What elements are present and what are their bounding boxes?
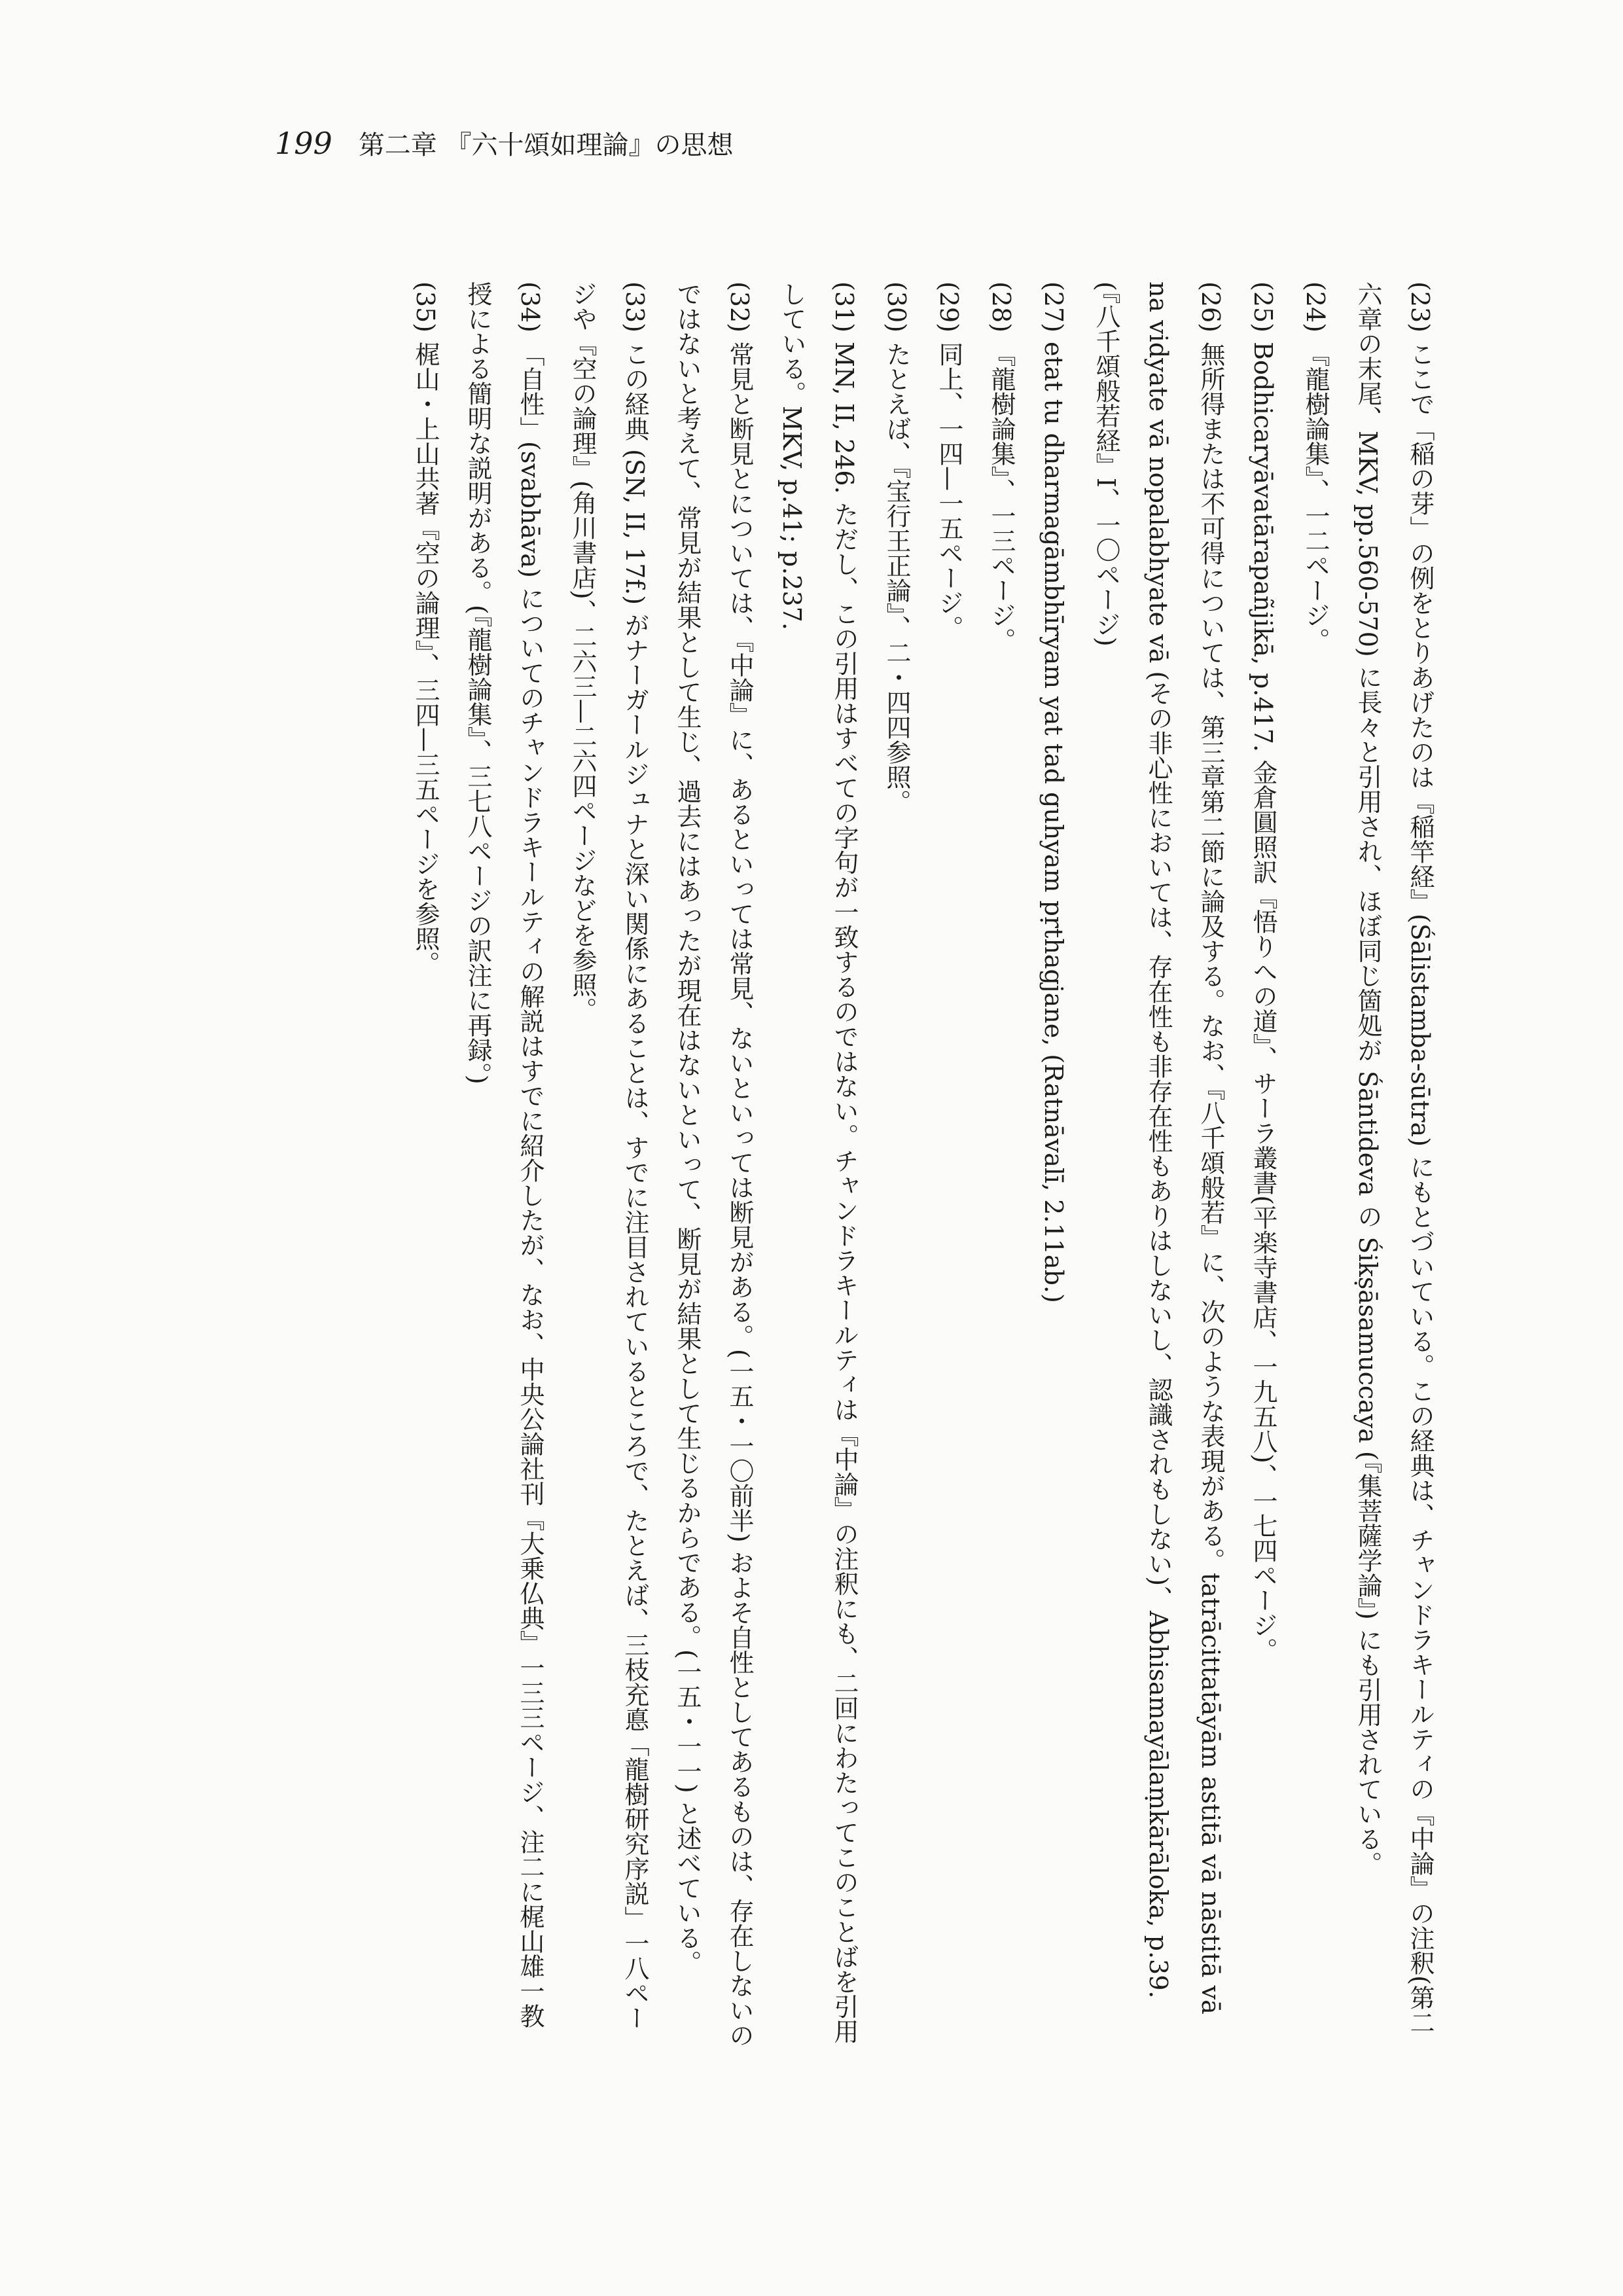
endnotes (203, 281, 1446, 2049)
note-text: 『龍樹論集』、一二ページ。 (1301, 342, 1330, 653)
note-number: (24) (1301, 281, 1330, 333)
page-number: 199 (275, 126, 332, 161)
note-26 (1080, 281, 1237, 2049)
note-text: 『龍樹論集』、一三ページ。 (987, 342, 1016, 653)
note-text: 無所得または不可得については、第三章第二節に論及する。なお、『八千頌般若』に、次のような表現がある。tatrācittatāyām astitā vā nāstitā vā na vidyate vā nopalabhyate vā (その非心性においては、存在性も非存在性もありはしないし、認識されもしない)、Abhisamayālaṃkārāloka, p.39. (『八千頌般若経』I、一〇ページ) (1092, 281, 1225, 2015)
note-text: MN, II, 246. ただし、この引用はすべての字句が一致するのではない。チャンドラキールティは『中論』の注釈にも、二回にわたってこのことばを引用している。MKV, p.41; p.237. (777, 281, 859, 2044)
note-27 (1027, 281, 1080, 2049)
note-number: (29) (935, 281, 963, 333)
note-text: Bodhicaryāvatārapañjikā, p.417. 金倉圓照訳『悟りへの道』、サーラ叢書(平楽寺書店、一九五八)、一七四ページ。 (1249, 342, 1277, 1662)
note-28 (975, 281, 1027, 2049)
note-33 (556, 281, 661, 2049)
note-text: 「自性」(svabhāva) についてのチャンドラキールティの解説はすでに紹介したが、なお、中央公論社刊『大乗仏典』一三三ページ、注二に梶山雄一教授による簡明な説明がある。(『龍樹論集』、三七八ページの訳注に再録。) (463, 281, 544, 2028)
note-32 (661, 281, 766, 2049)
note-number: (35) (411, 281, 440, 333)
note-text: たとえば、『宝行王正論』、二・四四参照。 (882, 342, 911, 815)
note-34 (452, 281, 556, 2049)
note-number: (34) (516, 281, 544, 333)
note-23 (1342, 281, 1446, 2049)
note-25 (1237, 281, 1289, 2049)
note-number: (32) (725, 281, 754, 333)
note-number: (33) (620, 281, 649, 333)
note-30 (870, 281, 923, 2049)
running-header (275, 124, 734, 162)
note-number: (26) (1196, 281, 1225, 333)
note-number: (25) (1249, 281, 1277, 333)
note-number: (31) (830, 281, 859, 333)
note-text: 梶山・上山共著『空の論理』、三四—三五ページを参照。 (411, 342, 440, 977)
note-number: (28) (987, 281, 1016, 333)
note-text: ここで「稲の芽」の例をとりあげたのは『稲竿経』(Śālistamba-sūtra) にもとづいている。この経典は、チャンドラキールティの『中論』の注釈(第二六章の末尾、MKV, pp.560-570) に長々と引用され、ほぼ同じ箇処が Śāntideva の Śikṣāsamuccaya (『集菩薩学論』) にも引用されている。 (1353, 281, 1435, 2035)
note-31 (766, 281, 870, 2049)
note-text: etat tu dharmagāmbhīryam yat tad guhyam pṛthagjane, (Ratnāvalī, 2.11ab.) (1039, 342, 1068, 1303)
note-29 (923, 281, 975, 2049)
note-number: (30) (882, 281, 911, 333)
note-text: 常見と断見とについては、『中論』に、あるといっては常見、ないといっては断見がある。(一五・一〇前半) およそ自性としてあるものは、存在しないのではないと考えて、常見が結果として生じ、過去にはあったが現在はないといって、断見が結果として生じるからである。(一五・一一) と述べている。 (673, 281, 754, 2048)
note-24 (1289, 281, 1342, 2049)
note-number: (27) (1039, 281, 1068, 333)
running-title: 第二章 『六十頌如理論』の思想 (358, 130, 734, 160)
note-35 (399, 281, 452, 2049)
note-text: 同上、一四—一五ページ。 (935, 342, 963, 641)
note-text: この経典 (SN, II, 17f.) がナーガールジュナと深い関係にあることは、すでに注目されているところで、たとえば、三枝充悳「龍樹研究序説」一八ページや『空の論理』(角川書店)、二六三—二六四ページなどを参照。 (568, 281, 649, 2031)
note-number: (23) (1406, 281, 1435, 333)
